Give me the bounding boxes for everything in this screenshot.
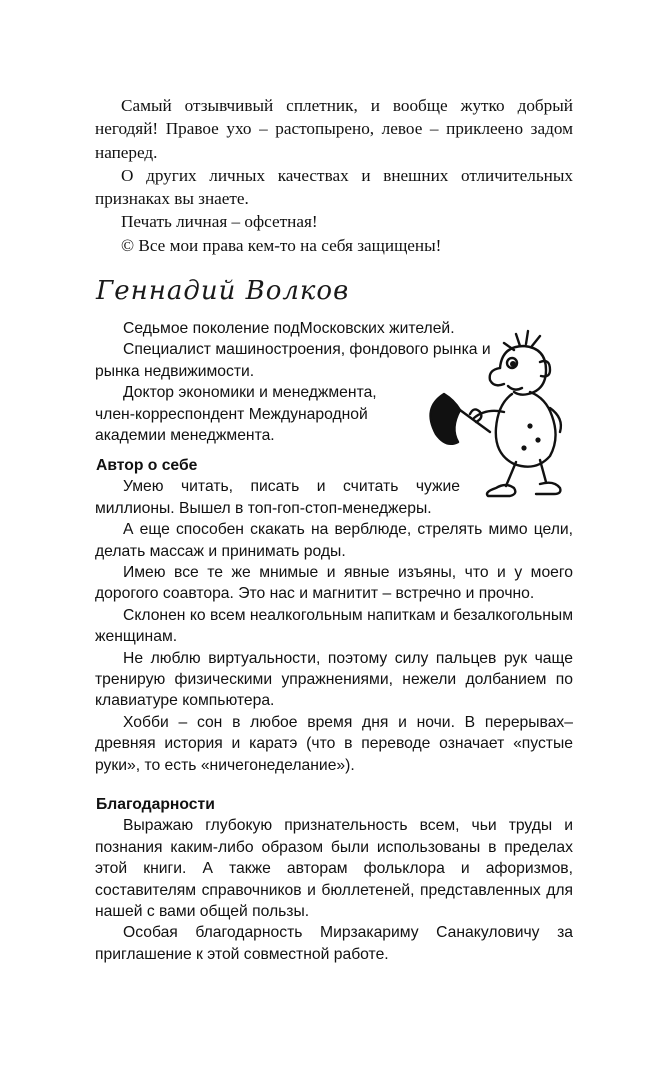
paragraph: Не люблю виртуальности, поэтому силу пальцев рук чаще тренирую физическими упражнениями, нежели долбанием по клавиатуре компьютера. — [95, 649, 573, 710]
paragraph: © Все мои права кем-то на себя защищены! — [121, 235, 442, 255]
top-text-block — [95, 94, 573, 257]
paragraph: А еще способен скакать на верблюде, стрелять мимо цели, делать массаж и принимать роды. — [95, 521, 573, 560]
paragraph: Специалист машиностроения, фондового рынка и рынка недвижимости. — [95, 341, 491, 380]
paragraph: Хобби – сон в любое время дня и ночи. В перерывах– древняя история и каратэ (что в переводе означает «пустые руки», то есть «ничегонеделание»). — [95, 713, 573, 774]
paragraph: Самый отзывчивый сплетник, и вообще жутко добрый негодяй! Правое ухо – растопырено, левое – приклеено задом наперед. — [95, 96, 573, 162]
paragraph: Выражаю глубокую признательность всем, чьи труды и познания каким-либо образом были использованы в пределах этой книги. А также авторам фольклора и афоризмов, составителям справочников и бюллетеней, представленных для нашей с вами общей пользы. — [95, 817, 573, 921]
paragraph: О других личных качествах и внешних отличительных признаках вы знаете. — [95, 165, 573, 209]
section-heading: Автор о себе — [96, 457, 198, 474]
paragraph: Печать личная – офсетная! — [121, 212, 318, 232]
acknowledgements-section — [95, 794, 573, 965]
paragraph: Склонен ко всем неалкогольным напиткам и безалкогольным женщинам. — [95, 606, 573, 646]
paragraph: Имею все те же мнимые и явные изъяны, что и у моего дорогого соавтора. Это нас и магнитит – встречно и прочно. — [95, 564, 573, 603]
paragraph: Особая благодарность Мирзакариму Санакуловичу за приглашение к этой совместной работе. — [95, 924, 573, 963]
paragraph: Седьмое поколение подМосковских жителей. — [123, 320, 455, 337]
author-signature: Геннадий Волков — [96, 276, 350, 306]
paragraph: Доктор экономики и менеджмента, член-корреспондент Международной академии менеджмента. — [95, 384, 377, 445]
author-about-section — [95, 455, 573, 776]
paragraph: Умею читать, писать и считать чужие миллионы. Вышел в топ-гоп-стоп-менеджеры. — [95, 478, 460, 517]
section-heading: Благодарности — [96, 796, 215, 813]
